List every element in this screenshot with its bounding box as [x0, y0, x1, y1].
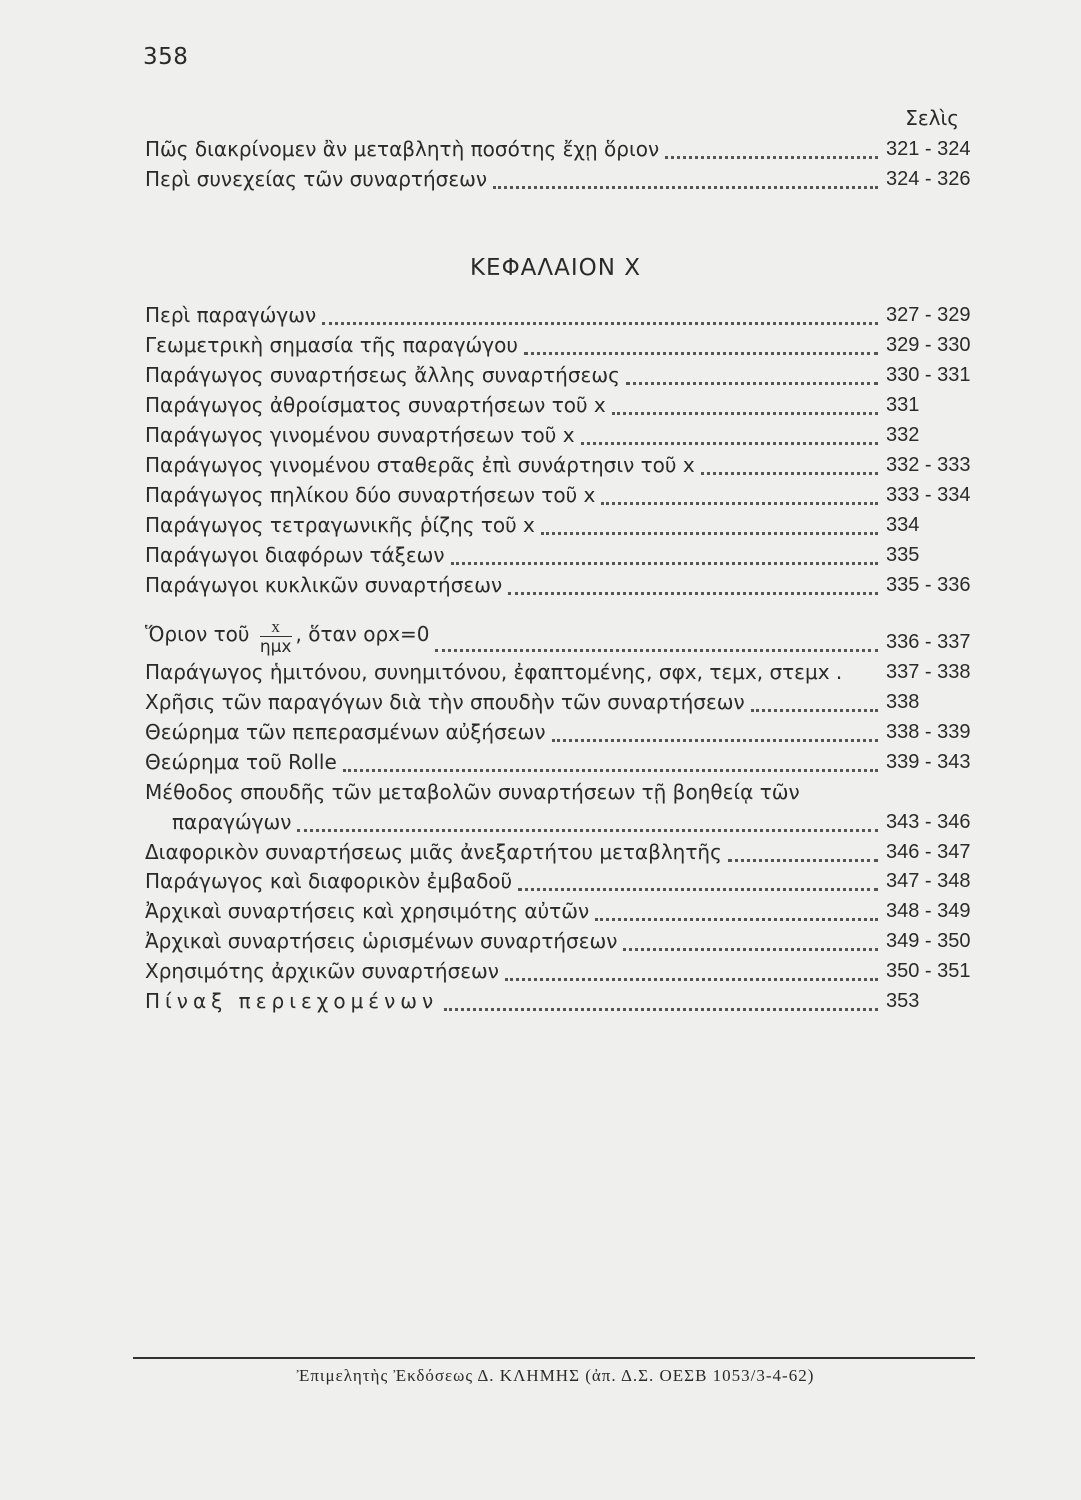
dot-leader: [665, 136, 878, 159]
dot-leader: [451, 542, 878, 565]
toc-entry-title: Θεώρημα τῶν πεπερασμένων αὐξήσεων: [145, 720, 546, 744]
toc-entry-title: Παράγωγοι διαφόρων τάξεων: [145, 543, 445, 567]
dot-leader: [343, 749, 878, 772]
toc-entry-pages: 330 - 331: [886, 364, 971, 386]
toc-entry: [145, 719, 981, 745]
dot-leader: [297, 809, 878, 832]
dot-leader: [595, 898, 878, 921]
limit-prefix: Ὅριον τοῦ: [145, 622, 250, 646]
toc-entry: [145, 988, 981, 1014]
dot-leader: [623, 928, 878, 951]
toc-entry-title: Παράγωγος ἡμιτόνου, συνημιτόνου, ἐφαπτομένης, σφx, τεμx, στεμx .: [145, 660, 843, 684]
toc-entry-title: Θεώρημα τοῦ Rolle: [145, 750, 337, 774]
dot-leader: [601, 482, 878, 505]
dot-leader: [552, 719, 879, 742]
toc-entry-pages: 333 - 334: [886, 484, 971, 506]
toc-entry: [145, 928, 981, 954]
dot-leader: [505, 958, 878, 981]
toc-entry-pages: 331: [886, 394, 920, 416]
toc-entry-pages: 338 - 339: [886, 721, 971, 743]
dot-leader: [541, 512, 878, 535]
toc-entry-pages: 336 - 337: [886, 631, 971, 653]
dot-leader: [728, 839, 878, 862]
toc-entry-pages: 353: [886, 990, 920, 1012]
toc-entry-title: Διαφορικὸν συναρτήσεως μιᾶς ἀνεξαρτήτου μεταβλητῆς: [145, 840, 722, 864]
toc-entry: [145, 392, 981, 418]
toc-entry: [145, 689, 981, 715]
toc-entry: [145, 898, 981, 924]
toc-entry-first-line: [145, 779, 981, 805]
toc-entry-title: Περὶ παραγώγων: [145, 303, 317, 327]
toc-entry-pages: 339 - 343: [886, 751, 971, 773]
toc-entry-title: Παράγωγος τετραγωνικῆς ῥίζης τοῦ x: [145, 513, 535, 537]
limit-suffix: , ὅταν ορx=0: [295, 622, 430, 646]
toc-entry-title: Πίναξ περιεχομένων: [145, 989, 439, 1013]
toc-entry: [145, 166, 981, 192]
toc-entry-title: Ἀρχικαὶ συναρτήσεις ὡρισμένων συναρτήσεων: [145, 929, 618, 953]
toc-entry: [145, 572, 981, 598]
imprint-line: Ἐπιμελητὴς Ἐκδόσεως Δ. ΚΛΗΜΗΣ (ἀπ. Δ.Σ. ΟΕΣΒ 1053/3-4-62): [296, 1366, 815, 1385]
toc-entry-pages: 335 - 336: [886, 574, 971, 596]
toc-entry-title: Χρῆσις τῶν παραγόγων διὰ τὴν σπουδὴν τῶν συναρτήσεων: [145, 690, 745, 714]
toc-entry-title: [145, 616, 429, 655]
toc-entry-limit: [145, 616, 981, 655]
fraction-denominator: ημx: [259, 637, 292, 657]
toc-entry-title: Παράγωγος καὶ διαφορικὸν ἐμβαδοῦ: [145, 869, 513, 893]
toc-entry: [145, 958, 981, 984]
toc-entry: [145, 868, 981, 894]
chapter-heading: ΚΕΦΑΛΑΙΟΝ X: [469, 255, 642, 281]
dot-leader: [581, 422, 878, 445]
toc-entry-pages: 349 - 350: [886, 930, 971, 952]
dot-leader: [612, 392, 878, 415]
toc-entry-continuation: [172, 809, 981, 835]
toc-entry-title: Παράγωγος συναρτήσεως ἄλλης συναρτήσεως: [145, 363, 620, 387]
toc-entry: [145, 659, 981, 685]
dot-leader: [493, 166, 878, 189]
toc-entry: [145, 136, 981, 162]
toc-entry-pages: 324 - 326: [886, 168, 971, 190]
toc-entry-title: Γεωμετρικὴ σημασία τῆς παραγώγου: [145, 333, 518, 357]
toc-entry: [145, 452, 981, 478]
toc-entry-pages: 329 - 330: [886, 334, 971, 356]
toc-entry-pages: 332 - 333: [886, 454, 971, 476]
toc-entry: [145, 749, 981, 775]
dot-leader: [518, 868, 878, 891]
toc-entry: [145, 332, 981, 358]
toc-entry-pages: 327 - 329: [886, 304, 971, 326]
toc-entry-title: παραγώγων: [172, 810, 292, 834]
dot-leader: [751, 689, 878, 712]
toc-entry-pages: 337 - 338: [886, 661, 971, 683]
dot-leader: [848, 662, 878, 682]
toc-entry-pages: 346 - 347: [886, 841, 971, 863]
toc-entry: [145, 362, 981, 388]
toc-entry-title: Παράγωγοι κυκλικῶν συναρτήσεων: [145, 573, 503, 597]
toc-entry-pages: 343 - 346: [886, 811, 971, 833]
footer-rule: [133, 1357, 975, 1359]
toc-entry-title: Ἀρχικαὶ συναρτήσεις καὶ χρησιμότης αὐτῶν: [145, 899, 590, 923]
fraction: [260, 618, 292, 657]
toc-entry-pages: 321 - 324: [886, 138, 971, 160]
toc-entry-title: Παράγωγος γινομένου συναρτήσεων τοῦ x: [145, 423, 575, 447]
dot-leader: [626, 362, 878, 385]
toc-entry: [145, 302, 981, 328]
dot-leader: [701, 452, 878, 475]
toc-entry-title: Παράγωγος πηλίκου δύο συναρτήσεων τοῦ x: [145, 483, 596, 507]
toc-entry-title: Παράγωγος ἀθροίσματος συναρτήσεων τοῦ x: [145, 393, 606, 417]
toc-entry: [145, 839, 981, 865]
toc-entry: [145, 512, 981, 538]
toc-entry-pages: 348 - 349: [886, 900, 971, 922]
toc-entry-pages: 347 - 348: [886, 870, 971, 892]
toc-entry: [145, 542, 981, 568]
toc-entry-pages: 335: [886, 544, 920, 566]
toc-entry-title: Παράγωγος γινομένου σταθερᾶς ἐπὶ συνάρτησιν τοῦ x: [145, 453, 695, 477]
fraction-numerator: x: [260, 618, 292, 637]
toc-entry-title: Πῶς διακρίνομεν ἂν μεταβλητὴ ποσότης ἔχῃ ὅριον: [145, 137, 660, 161]
toc-entry-pages: 334: [886, 514, 920, 536]
dot-leader: [444, 988, 878, 1011]
toc-entry-title: Χρησιμότης ἀρχικῶν συναρτήσεων: [145, 959, 499, 983]
page-column-header: Σελὶς: [905, 106, 959, 130]
toc-entry-pages: 338: [886, 691, 920, 713]
toc-entry: [145, 482, 981, 508]
toc-entry-title: Περὶ συνεχείας τῶν συναρτήσεων: [145, 167, 488, 191]
dot-leader: [322, 302, 878, 325]
dot-leader: [435, 629, 878, 652]
page-number: 358: [143, 44, 189, 70]
toc-entry: [145, 422, 981, 448]
dot-leader: [524, 332, 878, 355]
toc-entry-pages: 332: [886, 424, 920, 446]
toc-entry-pages: 350 - 351: [886, 960, 971, 982]
toc-entry-title: Μέθοδος σπουδῆς τῶν μεταβολῶν συναρτήσεων τῇ βοηθείᾳ τῶν: [145, 780, 800, 804]
dot-leader: [508, 572, 878, 595]
